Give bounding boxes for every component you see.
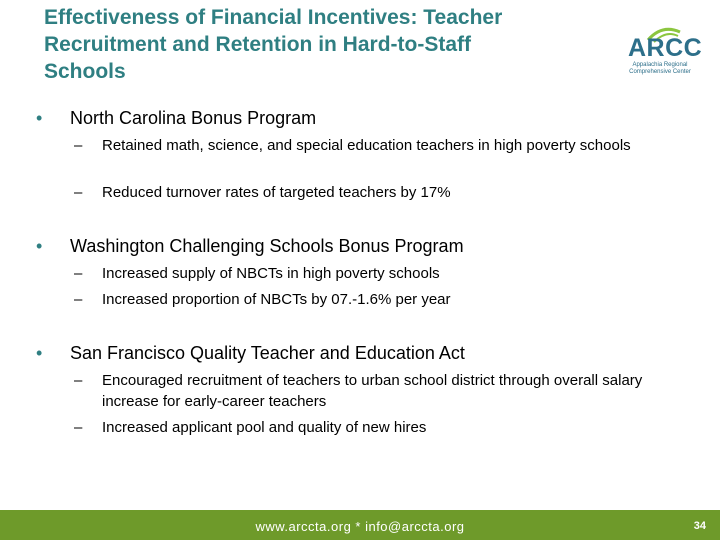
bullet-text: San Francisco Quality Teacher and Education Act <box>70 343 465 363</box>
sub-bullet-text: Retained math, science, and special education teachers in high poverty schools <box>102 137 631 154</box>
sub-bullet-text: Increased supply of NBCTs in high poverty schools <box>102 265 440 282</box>
logo-name: ARCC <box>628 34 703 62</box>
title-line-3: Schools <box>44 60 126 83</box>
logo-subtitle-line-2: Comprehensive Center <box>629 69 691 75</box>
title-line-1: Effectiveness of Financial Incentives: Teacher <box>44 6 503 29</box>
bullet-text: North Carolina Bonus Program <box>70 108 317 128</box>
sub-bullet-text: Encouraged recruitment of teachers to urban school district through overall salary increase for early-career teachers <box>102 372 643 410</box>
sub-bullet-marker: – <box>74 137 83 154</box>
footer-bar <box>0 510 720 540</box>
sub-bullet-marker: – <box>74 184 83 201</box>
bullet-marker: • <box>36 108 43 128</box>
sub-bullet-marker: – <box>74 372 83 389</box>
sub-bullet-text: Increased proportion of NBCTs by 07.-1.6% per year <box>102 291 451 308</box>
title-line-2: Recruitment and Retention in Hard-to-Staff <box>44 33 472 56</box>
logo-subtitle-line-1: Appalachia Regional <box>632 62 688 68</box>
slide-title <box>44 4 604 85</box>
sub-bullet-marker: – <box>74 265 83 282</box>
bullet-marker: • <box>36 343 43 363</box>
sub-bullet-marker: – <box>74 419 83 436</box>
sub-bullet-text: Increased applicant pool and quality of new hires <box>102 419 427 436</box>
arcc-logo <box>610 18 710 78</box>
bullet-marker: • <box>36 236 43 256</box>
sub-bullet-text: Reduced turnover rates of targeted teachers by 17% <box>102 184 451 201</box>
footer-contact: www.arccta.org * info@arccta.org <box>255 519 465 534</box>
bullet-text: Washington Challenging Schools Bonus Program <box>70 236 464 256</box>
page-number: 34 <box>693 520 706 532</box>
logo-subtitle <box>618 62 702 76</box>
sub-bullet-marker: – <box>74 291 83 308</box>
